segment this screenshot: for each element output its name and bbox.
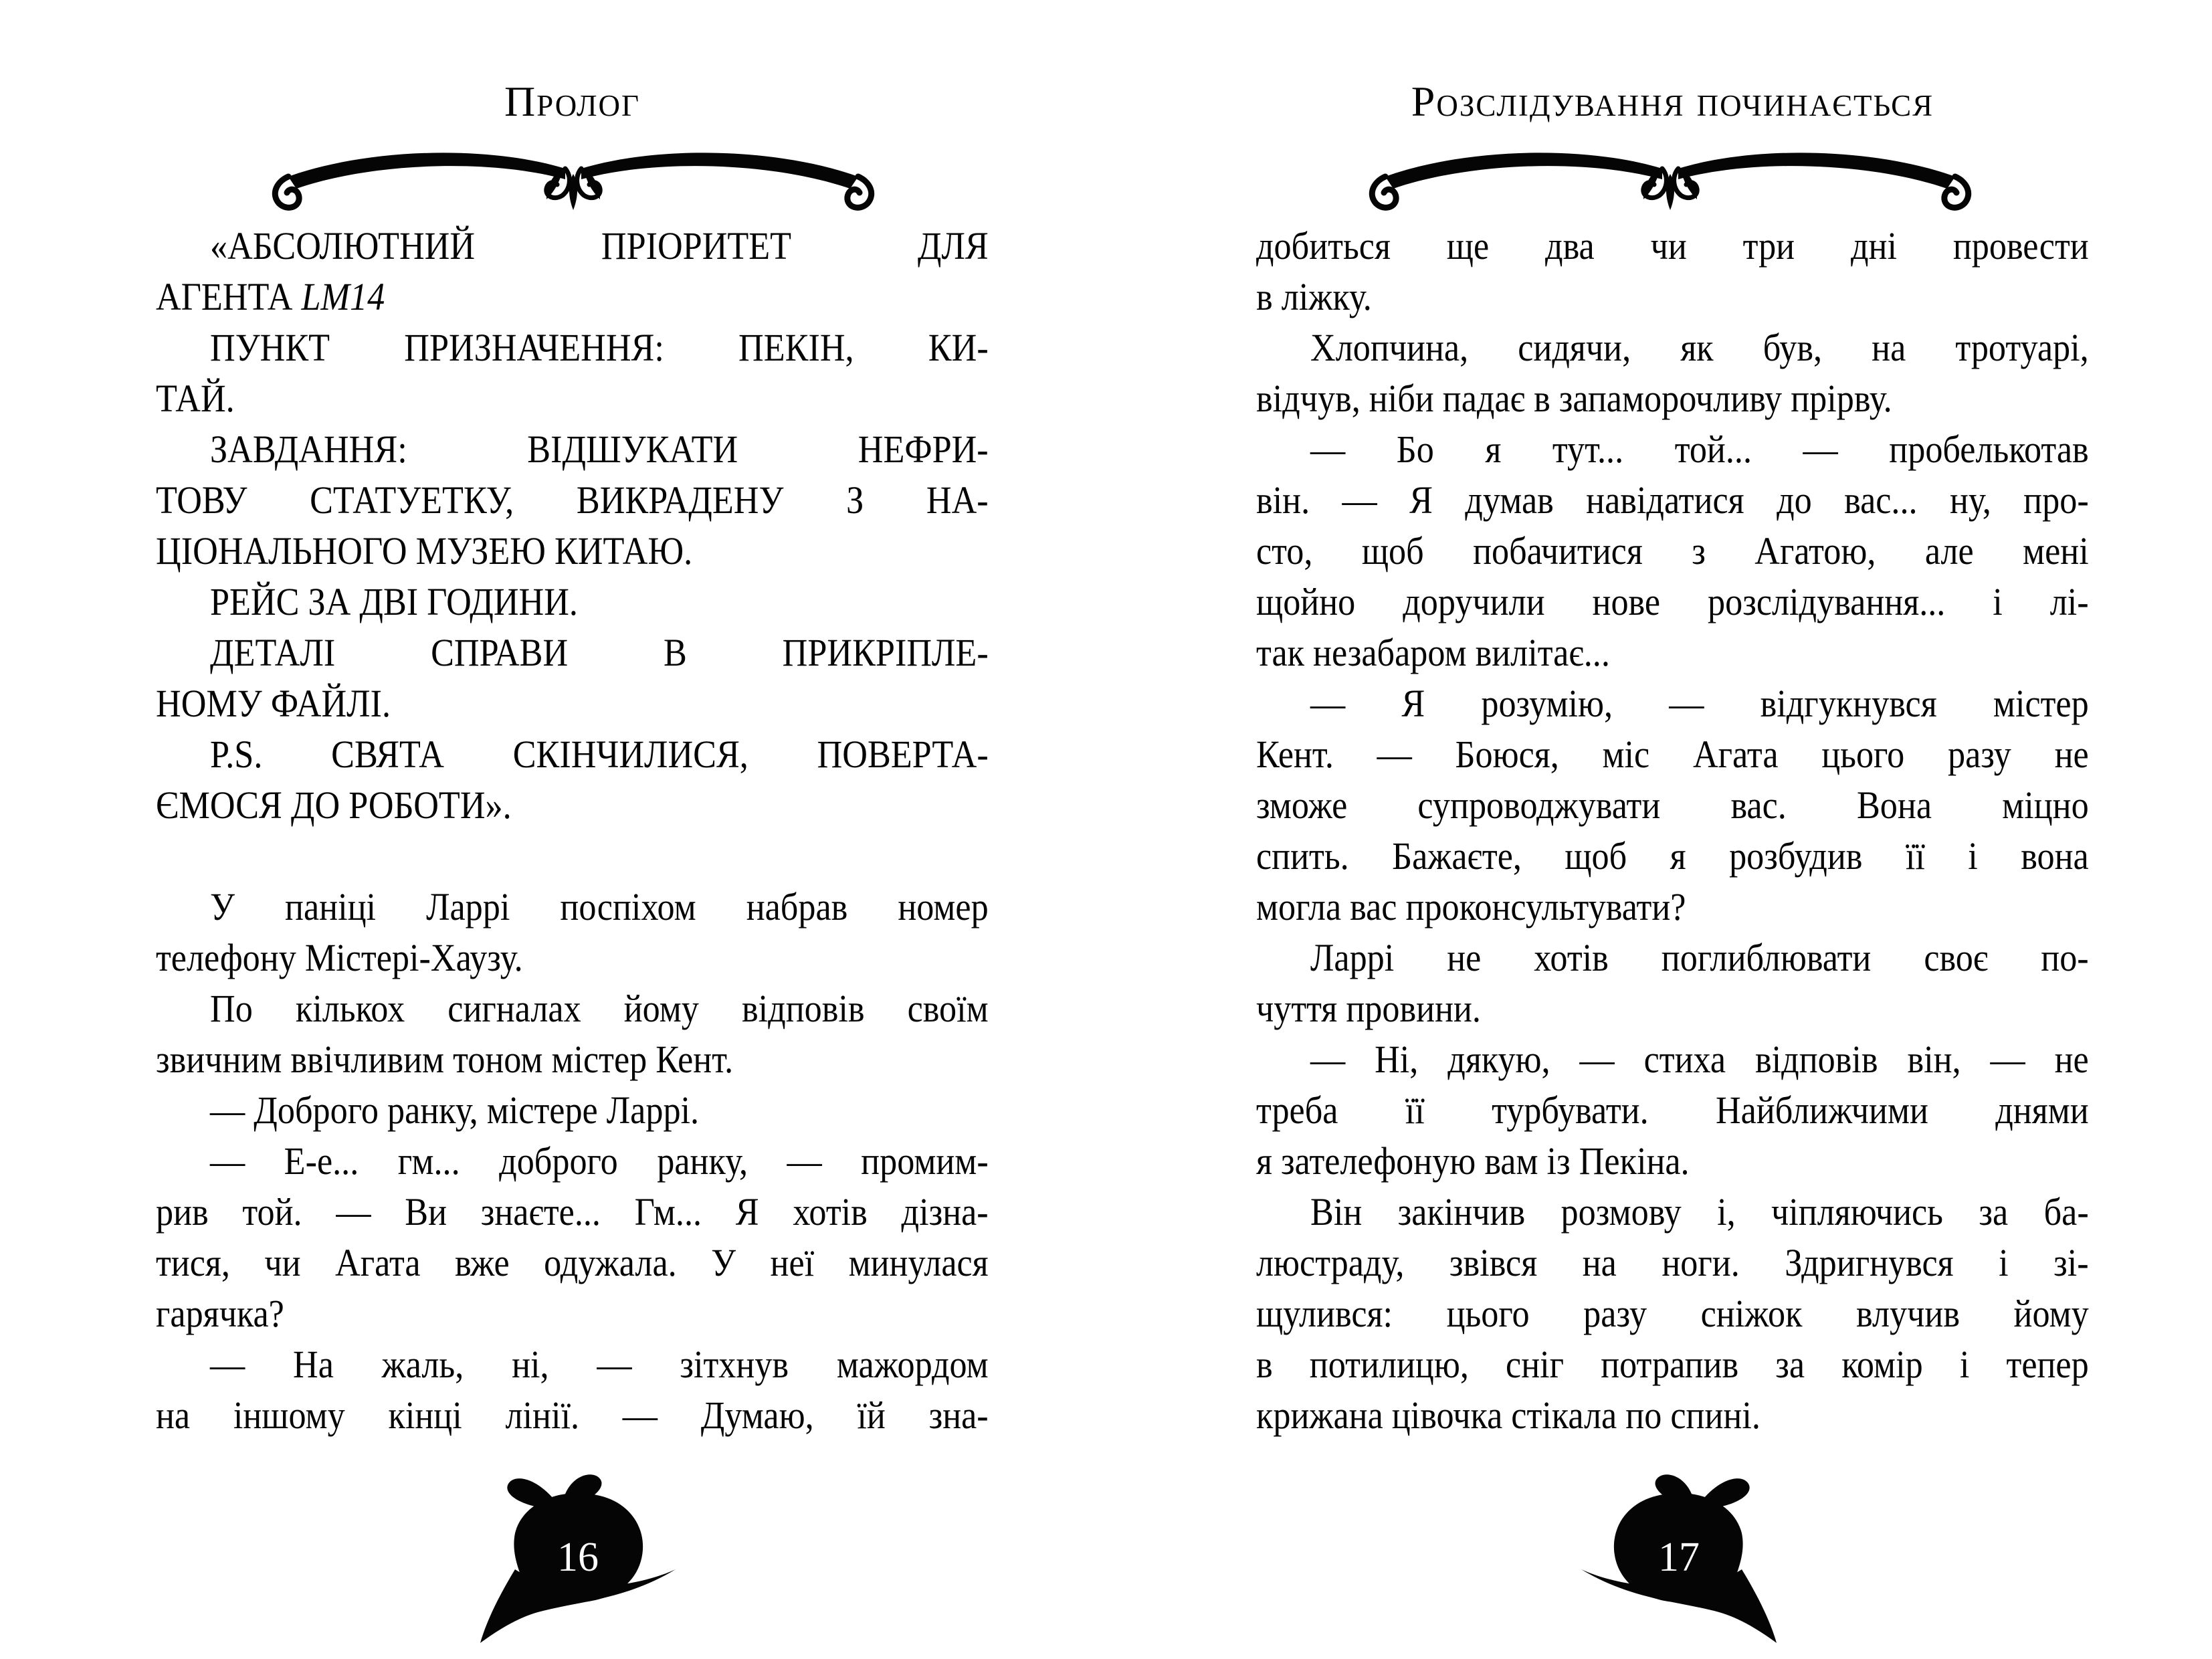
left-page-number: 16 [557,1535,599,1580]
text-line: люстраду, звівся на ноги. Здригнувся і зі- [1256,1241,2089,1284]
text-line: чуття провини. [1256,987,1481,1030]
text-line: Ларрі не хотів поглиблювати своє по- [1310,936,2089,979]
paragraph [156,221,989,322]
text-line: У паніці Ларрі поспіхом набрав номер [210,885,989,929]
text-line: тися, чи Агата вже одужала. У неї минулася [156,1241,989,1284]
paragraph [156,424,989,577]
text-line: відчув, ніби падає в запаморочливу прірву. [1256,377,1892,420]
paragraph [156,1085,989,1136]
left-page-title: Пролог [504,78,641,125]
paragraph [1256,221,2089,322]
paragraph [156,627,989,729]
text-line: крижана цівочка стікала по спині. [1256,1393,1761,1437]
paragraph [156,577,989,627]
text-line: Кент. — Боюся, міс Агата цього разу не [1256,733,2089,776]
paragraph [156,882,989,983]
text-line: — Бо я тут... той... — пробелькотав [1310,427,2089,471]
text-line: в ліжку. [1256,275,1372,318]
deerstalker-hat-icon [1580,1469,1781,1656]
deerstalker-hat-icon [476,1469,677,1656]
text-line: в потилицю, сніг потрапив за комір і тепер [1256,1343,2089,1386]
text-line: ЦІОНАЛЬНОГО МУЗЕЮ КИТАЮ. [156,529,693,573]
right-page-title: Розслідування починається [1411,78,1934,125]
text-line: ТОВУ СТАТУЕТКУ, ВИКРАДЕНУ З НА- [156,478,989,522]
text-line: ПУНКТ ПРИЗНАЧЕННЯ: ПЕКІН, КИ- [210,326,989,369]
text-line: ЄМОСЯ ДО РОБОТИ». [156,783,512,827]
right-page-text [1256,221,2089,1441]
text-line: По кількох сигналах йому відповів своїм [210,987,989,1030]
right-page-number: 17 [1658,1535,1700,1580]
text-line: — Доброго ранку, містере Ларрі. [210,1088,700,1132]
paragraph [156,729,989,831]
text-line: могла вас проконсультувати? [1256,885,1686,929]
text-line: рив той. — Ви знаєте... Гм... Я хотів дізна- [156,1190,989,1234]
text-line: «АБСОЛЮТНИЙ ПРІОРИТЕТ ДЛЯ [210,224,989,268]
paragraph [1256,933,2089,1034]
paragraph [156,1136,989,1339]
text-line: спить. Бажаєте, щоб я розбудив її і вона [1256,834,2089,878]
text-line: він. — Я думав навідатися до вас... ну, про- [1256,478,2089,522]
text-line: ЗАВДАННЯ: ВІДШУКАТИ НЕФРИ- [210,427,989,471]
left-page-text [156,221,989,1441]
text-line: так незабаром вилітає... [1256,631,1610,674]
text-line: Хлопчина, сидячи, як був, на тротуарі, [1310,326,2089,369]
text-line: P.S. СВЯТА СКІНЧИЛИСЯ, ПОВЕРТА- [210,733,989,776]
paragraph [156,322,989,424]
text-line: щулився: цього разу сніжок влучив йому [1256,1292,2089,1335]
paragraph [1256,1034,2089,1187]
paragraph [1256,678,2089,933]
text-line: добиться ще два чи три дні провести [1256,224,2089,268]
paragraph [1256,1187,2089,1441]
text-line: я зателефоную вам із Пекіна. [1256,1139,1690,1183]
text-line: гарячка? [156,1292,284,1335]
text-line: телефону Містері-Хаузу. [156,936,523,979]
text-line: ДЕТАЛІ СПРАВИ В ПРИКРІПЛЕ- [210,631,989,674]
text-line: ТАЙ. [156,377,235,420]
text-line: зможе супроводжувати вас. Вона міцно [1256,783,2089,827]
text-line: — Ні, дякую, — стиха відповів він, — не [1310,1038,2089,1081]
text-line: сто, щоб побачитися з Агатою, але мені [1256,529,2089,573]
text-line: Він закінчив розмову і, чіпляючись за ба- [1310,1190,2089,1234]
flourish-divider-icon [1363,135,1978,215]
paragraph [1256,322,2089,424]
text-line: на іншому кінці лінії. — Думаю, їй зна- [156,1393,989,1437]
text-line: щойно доручили нове розслідування... і лі- [1256,580,2089,623]
text-line: НОМУ ФАЙЛІ. [156,682,391,725]
paragraph [1256,424,2089,678]
text-line: — Е-е... гм... доброго ранку, — промим- [210,1139,989,1183]
paragraph [156,1339,989,1441]
text-line: — Я розумію, — відгукнувся містер [1310,682,2089,725]
text-line: РЕЙС ЗА ДВІ ГОДИНИ. [210,580,578,623]
text-line: — На жаль, ні, — зітхнув мажордом [210,1343,989,1386]
text-line: АГЕНТА LM14 [156,275,385,318]
text-line: звичним ввічливим тоном містер Кент. [156,1038,734,1081]
text-line: треба її турбувати. Найближчими днями [1256,1088,2089,1132]
flourish-divider-icon [266,135,881,215]
paragraph [156,983,989,1085]
